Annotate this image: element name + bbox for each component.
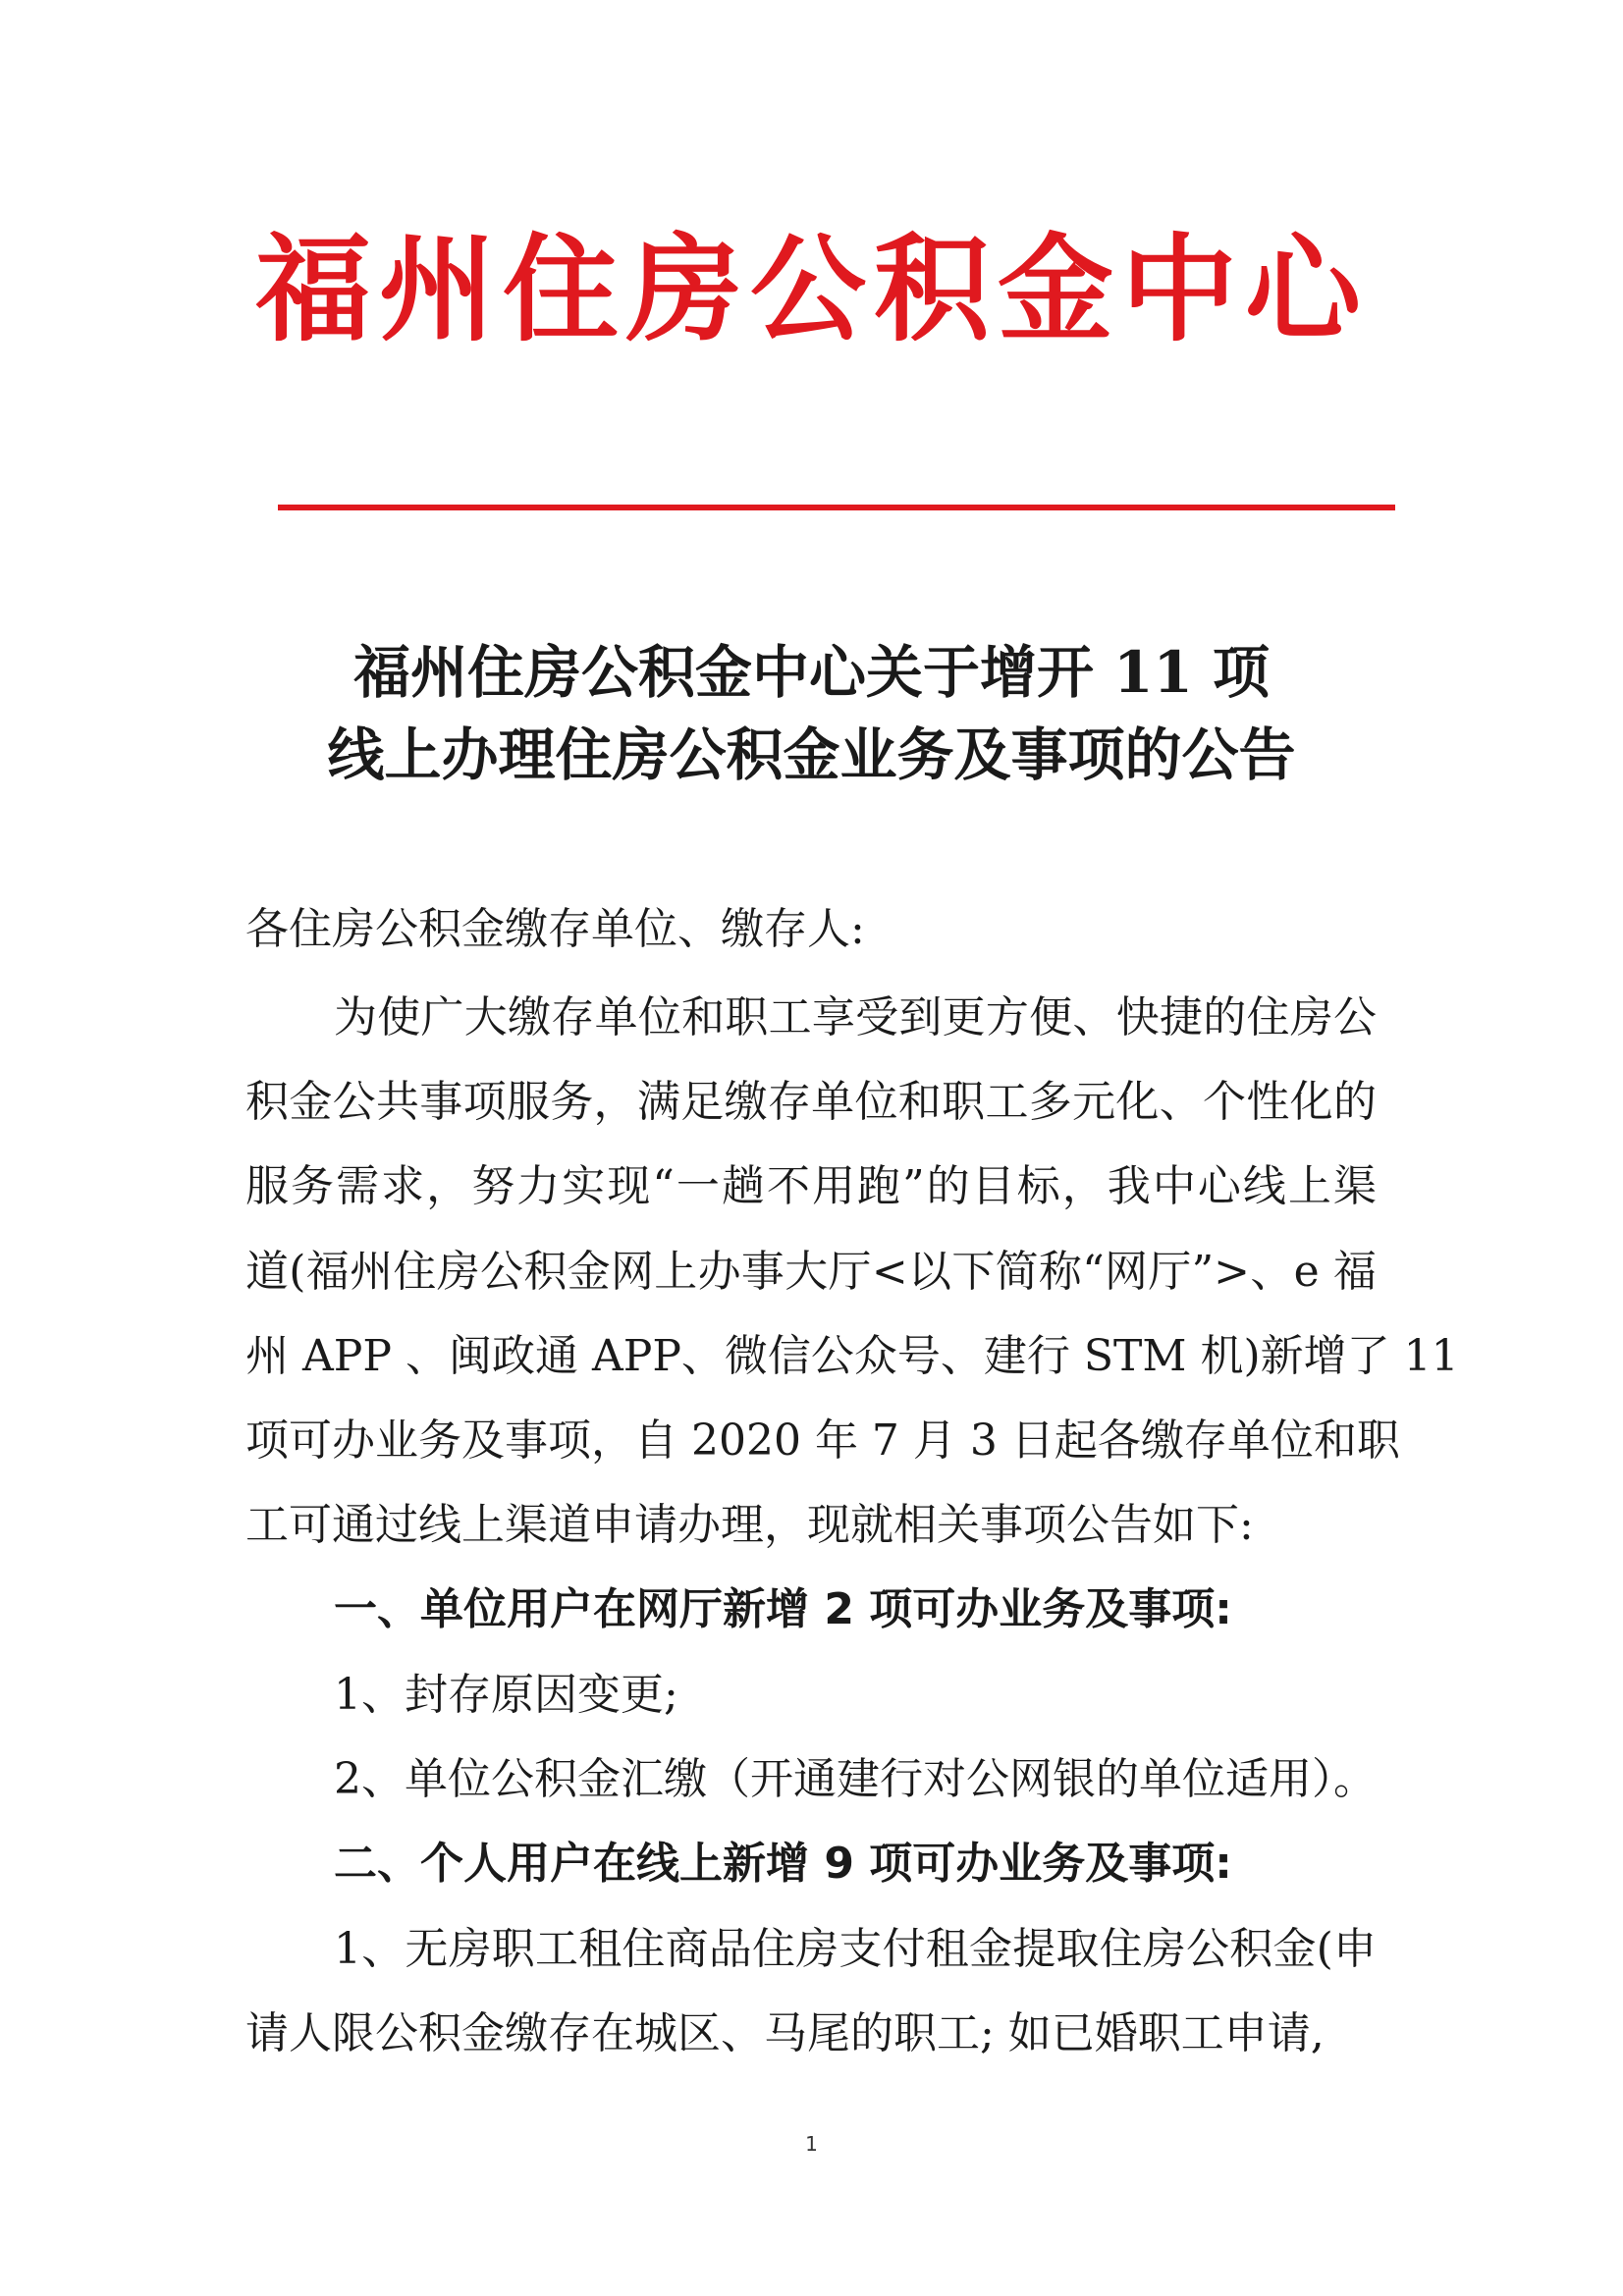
section-2-heading: 二、个人用户在线上新增 9 项可办业务及事项: xyxy=(334,1839,1232,1889)
intro-paragraph-line: 服务需求，努力实现“一趟不用跑”的目标，我中心线上渠 xyxy=(245,1161,1377,1211)
section-1-item: 2、单位公积金汇缴（开通建行对公网银的单位适用）。 xyxy=(334,1754,1377,1804)
letterhead-red-divider xyxy=(278,505,1395,510)
salutation: 各住房公积金缴存单位、缴存人: xyxy=(245,904,865,954)
intro-paragraph-line: 为使广大缴存单位和职工享受到更方便、快捷的住房公 xyxy=(334,992,1377,1042)
intro-paragraph-line: 积金公共事项服务，满足缴存单位和职工多元化、个性化的 xyxy=(245,1077,1377,1127)
section-1-item: 1、封存原因变更; xyxy=(334,1670,678,1720)
intro-paragraph-line: 工可通过线上渠道申请办理，现就相关事项公告如下: xyxy=(245,1500,1254,1550)
section-2-item-line: 请人限公积金缴存在城区、马尾的职工; 如已婚职工申请, xyxy=(245,2008,1325,2058)
document-title-line-1: 福州住房公积金中心关于增开 11 项 xyxy=(352,639,1271,706)
intro-paragraph-line: 项可办业务及事项，自 2020 年 7 月 3 日起各缴存单位和职 xyxy=(245,1415,1400,1466)
intro-paragraph-line: 道(福州住房公积金网上办事大厅<以下简称“网厅”>、e 福 xyxy=(245,1247,1377,1297)
section-1-heading: 一、单位用户在网厅新增 2 项可办业务及事项: xyxy=(334,1584,1232,1634)
section-2-item-line: 1、无房职工租住商品住房支付租金提取住房公积金(申 xyxy=(334,1924,1377,1974)
org-letterhead-title: 福州住房公积金中心 xyxy=(255,221,1370,357)
document-title-line-2: 线上办理住房公积金业务及事项的公告 xyxy=(327,721,1296,788)
intro-paragraph-line: 州 APP 、闽政通 APP、微信公众号、建行 STM 机)新增了 11 xyxy=(245,1331,1459,1381)
page-number: 1 xyxy=(805,2132,818,2156)
